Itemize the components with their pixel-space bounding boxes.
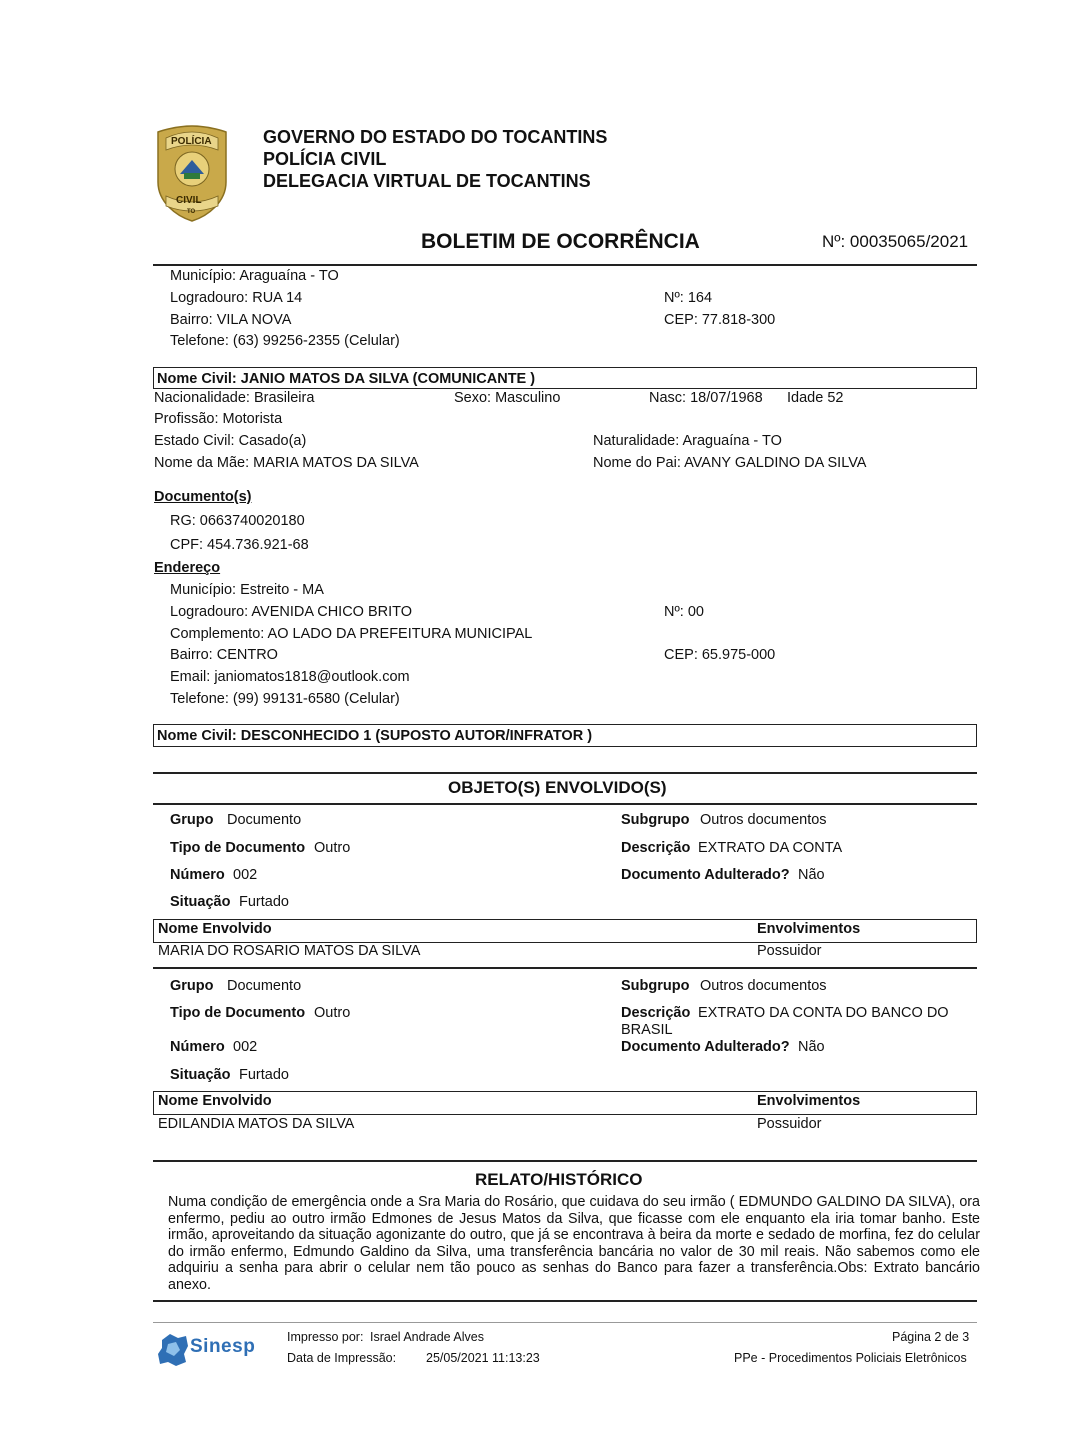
comunicante-estado-civil: Estado Civil: Casado(a): [154, 433, 307, 449]
documento-rg: RG: 0663740020180: [170, 513, 305, 529]
label-situacao: Situação: [170, 894, 231, 910]
label-tipo: Tipo de Documento: [170, 840, 306, 856]
item1-situacao: Furtado: [239, 894, 289, 910]
item2-situacao: Furtado: [239, 1067, 289, 1083]
item1-envolvido-nome: MARIA DO ROSARIO MATOS DA SILVA: [158, 943, 421, 959]
label-adulterado: Documento Adulterado?: [621, 867, 790, 883]
comunicante-nasc: Nasc: 18/07/1968: [649, 390, 763, 406]
label-subgrupo: Subgrupo: [621, 812, 690, 828]
item2-header-envolvimentos: Envolvimentos: [757, 1093, 861, 1109]
objetos-top-divider: [153, 772, 977, 774]
relato-top-divider: [153, 1160, 977, 1162]
endereco-numero: Nº: 00: [664, 604, 704, 620]
page-title: BOLETIM DE OCORRÊNCIA: [421, 230, 700, 253]
objetos-title-divider: [153, 803, 977, 805]
comunicante-nacionalidade: Nacionalidade: Brasileira: [154, 390, 315, 406]
item2-descricao-line1: EXTRATO DA CONTA DO BANCO DO: [698, 1005, 949, 1021]
relato-title: RELATO/HISTÓRICO: [475, 1170, 643, 1189]
sinesp-logo-text: Sinesp: [190, 1336, 256, 1357]
endereco-email: Email: janiomatos1818@outlook.com: [170, 669, 410, 685]
item2-tipo: Outro: [314, 1005, 351, 1021]
footer-data-value: 25/05/2021 11:13:23: [426, 1351, 540, 1365]
relato-text: Numa condição de emergência onde a Sra Maria do Rosário, que cuidava do seu irmão ( EDMUNDO GALDINO DA SILVA), ora enfermo, pediu ao outro irmão Edmones de Jesus Matos da Silva, que ficasse com ele enquanto ela iria tomar banho. Este irmão, aproveitando da situação agonizante do outro, que já se encontrava à beira da morte e sedado de morfina, fez do celular do irmão enfermo, Edmundo Galdino da Silva, uma transferência bancária no valor de 30 mil reais. Não sabemos como ele adquiriu a senha para abrir o celular nem tão pouco as senhas do Banco para fazer a transferência.Obs: Extrato bancário anexo.: [168, 1194, 980, 1293]
documentos-heading: Documento(s): [154, 489, 252, 505]
footer-divider: [153, 1322, 977, 1323]
endereco-cep: CEP: 65.975-000: [664, 647, 776, 663]
item2-subgrupo: Outros documentos: [700, 978, 827, 994]
item1-subgrupo: Outros documentos: [700, 812, 827, 828]
endereco-telefone: Telefone: (99) 99131-6580 (Celular): [170, 691, 400, 707]
comunicante-profissao: Profissão: Motorista: [154, 411, 283, 427]
item2-envolvido-header: [153, 1091, 977, 1115]
title-divider: [153, 264, 977, 266]
footer-data-label: Data de Impressão:: [287, 1351, 397, 1365]
item1-envolvimento: Possuidor: [757, 943, 822, 959]
comunicante-sexo: Sexo: Masculino: [454, 390, 561, 406]
comunicante-name: Nome Civil: JANIO MATOS DA SILVA (COMUNICANTE ): [157, 371, 536, 387]
item-divider: [153, 967, 977, 969]
footer-page-number: Página 2 de 3: [892, 1330, 970, 1344]
label-adulterado-2: Documento Adulterado?: [621, 1039, 790, 1055]
documento-cpf: CPF: 454.736.921-68: [170, 537, 309, 553]
label-numero: Número: [170, 867, 225, 883]
item1-descricao: EXTRATO DA CONTA: [698, 840, 843, 856]
location-bairro: Bairro: VILA NOVA: [170, 312, 292, 328]
objetos-title: OBJETO(S) ENVOLVIDO(S): [448, 778, 667, 797]
comunicante-naturalidade: Naturalidade: Araguaína - TO: [593, 433, 782, 449]
police-badge-logo: [154, 124, 230, 222]
footer-impresso-label: Impresso por:: [287, 1330, 364, 1344]
item2-header-nome: Nome Envolvido: [158, 1093, 272, 1109]
location-numero: Nº: 164: [664, 290, 713, 306]
item2-envolvimento: Possuidor: [757, 1116, 822, 1132]
comunicante-idade: Idade 52: [787, 390, 844, 406]
label-descricao: Descrição: [621, 840, 691, 856]
location-telefone: Telefone: (63) 99256-2355 (Celular): [170, 333, 400, 349]
badge-state-text: TO: [187, 209, 196, 215]
item1-envolvido-header: [153, 919, 977, 943]
footer-impresso-value: Israel Andrade Alves: [370, 1330, 484, 1344]
label-subgrupo-2: Subgrupo: [621, 978, 690, 994]
header-government: GOVERNO DO ESTADO DO TOCANTINS: [263, 127, 608, 147]
header-delegacia: DELEGACIA VIRTUAL DE TOCANTINS: [263, 171, 591, 191]
footer-system-name: PPe - Procedimentos Policiais Eletrônicos: [734, 1351, 967, 1365]
endereco-heading: Endereço: [154, 560, 221, 576]
item1-tipo: Outro: [314, 840, 351, 856]
location-logradouro: Logradouro: RUA 14: [170, 290, 303, 306]
item1-header-nome: Nome Envolvido: [158, 921, 272, 937]
autor-name: Nome Civil: DESCONHECIDO 1 (SUPOSTO AUTOR/INFRATOR ): [157, 728, 593, 744]
endereco-logradouro: Logradouro: AVENIDA CHICO BRITO: [170, 604, 413, 620]
label-descricao-2: Descrição: [621, 1005, 691, 1021]
item1-numero: 002: [233, 867, 258, 883]
label-situacao-2: Situação: [170, 1067, 231, 1083]
endereco-municipio: Município: Estreito - MA: [170, 582, 324, 598]
location-cep: CEP: 77.818-300: [664, 312, 776, 328]
endereco-bairro: Bairro: CENTRO: [170, 647, 278, 663]
comunicante-mae: Nome da Mãe: MARIA MATOS DA SILVA: [154, 455, 419, 471]
item1-header-envolvimentos: Envolvimentos: [757, 921, 861, 937]
sinesp-logo: [156, 1330, 266, 1370]
item2-envolvido-nome: EDILANDIA MATOS DA SILVA: [158, 1116, 355, 1132]
label-grupo: Grupo: [170, 812, 214, 828]
label-tipo-2: Tipo de Documento: [170, 1005, 306, 1021]
item2-adulterado: Não: [798, 1039, 825, 1055]
item2-grupo: Documento: [227, 978, 302, 994]
label-grupo-2: Grupo: [170, 978, 214, 994]
label-numero-2: Número: [170, 1039, 225, 1055]
comunicante-pai: Nome do Pai: AVANY GALDINO DA SILVA: [593, 455, 867, 471]
autor-name-box: [153, 724, 977, 747]
comunicante-name-box: [153, 367, 977, 389]
relato-bottom-divider: [153, 1300, 977, 1302]
endereco-complemento: Complemento: AO LADO DA PREFEITURA MUNICIPAL: [170, 626, 533, 642]
item1-grupo: Documento: [227, 812, 302, 828]
item2-numero: 002: [233, 1039, 258, 1055]
item1-adulterado: Não: [798, 867, 825, 883]
badge-top-text: POLÍCIA: [171, 136, 212, 147]
item2-descricao-line2: BRASIL: [621, 1022, 673, 1038]
badge-bottom-text: CIVIL: [176, 195, 202, 206]
header-police: POLÍCIA CIVIL: [263, 149, 387, 169]
location-municipio: Município: Araguaína - TO: [170, 268, 339, 284]
report-number: Nº: 00035065/2021: [822, 232, 969, 251]
